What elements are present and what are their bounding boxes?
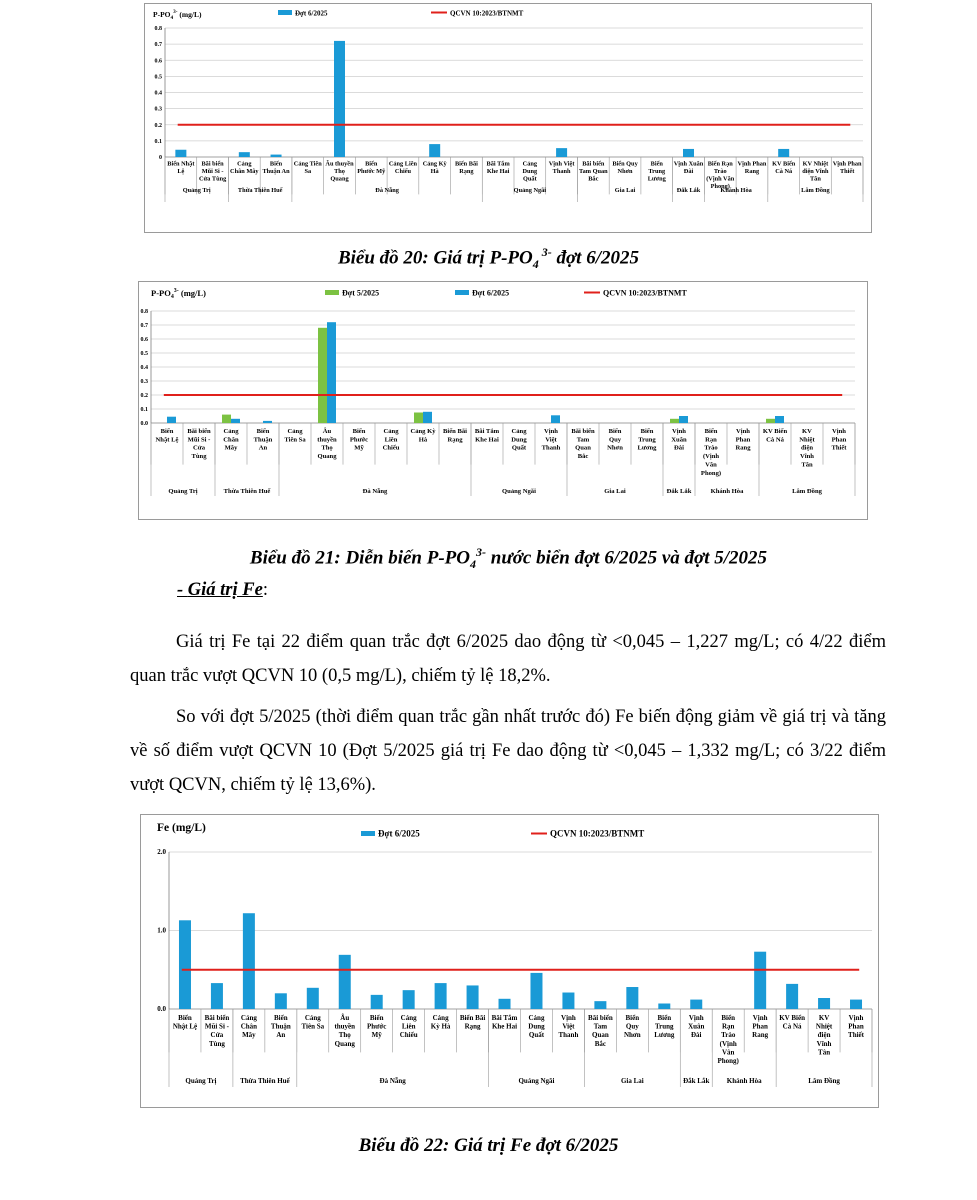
y-tick-label: 0.7 [154, 42, 162, 49]
bar [403, 990, 415, 1009]
bar [556, 148, 567, 157]
y-tick-label: 0.5 [154, 74, 162, 81]
chart-21-svg [139, 282, 867, 519]
x-tick-label: Vịnh Việt Thanh [548, 160, 575, 175]
bar [371, 995, 383, 1009]
x-tick-label: Cảng Tiên Sa [293, 160, 322, 175]
y-tick-label: 0.1 [154, 138, 162, 145]
y-tick-label: 0.3 [140, 379, 148, 385]
group-label: Gia Lai [604, 488, 626, 495]
bar [658, 1004, 670, 1009]
x-tick-label: Biển Trung Lương [654, 1014, 675, 1040]
x-tick-label: KV Biển Cà Ná [772, 160, 796, 175]
paragraph-fe-comparison: So với đợt 5/2025 (thời điểm quan trắc gần nhất trước đó) Fe biến động giảm về giá trị và tăng về số điểm vượt QCVN 10 (Đợt 5/2025 giá trị Fe dao động từ <0,045 – 1,332 mg/L; có 3/22 điểm vượt QCVN, chiếm tỷ lệ 13,6%). [130, 707, 886, 795]
x-tick-label: Cảng Dung Quất [522, 160, 538, 183]
x-tick-label: Bãi Tắm Khe Hai [474, 427, 500, 444]
caption-chart-22: Biểu đồ 22: Giá trị Fe đợt 6/2025 [358, 1135, 619, 1156]
x-tick-label: Vịnh Việt Thanh [541, 427, 561, 452]
bar [683, 149, 694, 157]
bar [222, 415, 231, 423]
group-label: Lâm Đồng [792, 488, 822, 495]
bar [435, 983, 447, 1009]
bar [467, 985, 479, 1009]
bar [275, 993, 287, 1009]
legend-swatch [361, 831, 375, 836]
x-tick-label: Biển Rạn Trào (Vịnh Vân Phong) [706, 160, 735, 191]
section-heading-fe: - Giá trị Fe: [177, 580, 268, 600]
y-tick-label: 0.4 [140, 365, 148, 371]
bar [339, 955, 351, 1009]
chart-title: Fe (mg/L) [157, 822, 206, 834]
x-tick-label: Bãi Tắm Khe Hai [486, 160, 510, 175]
x-tick-label: Vịnh Xuân Đài [671, 427, 687, 452]
chart-20-ppo4-dot6 [144, 3, 872, 233]
group-label: Quảng Trị [168, 488, 198, 495]
legend-swatch [278, 10, 292, 15]
x-tick-label: Cảng Liên Chiểu [388, 160, 418, 175]
bar [818, 998, 830, 1009]
x-tick-label: Biển Rạn Trào (Vịnh Vân Phong) [700, 427, 722, 477]
x-tick-label: Vịnh Phan Thiết [848, 1014, 864, 1040]
x-tick-label: Biển Thuận An [270, 1014, 291, 1040]
caption-chart-20: Biểu đồ 20: Giá trị $P-PO_4$ $^{3-}$ đợt 6/2025 [337, 245, 639, 272]
bar [307, 988, 319, 1009]
y-tick-label: 0.0 [140, 421, 148, 427]
legend-label: Đợt 6/2025 [378, 828, 420, 839]
x-tick-label: Vịnh Phan Rang [735, 427, 751, 452]
bar [167, 417, 176, 423]
bar [414, 413, 423, 424]
x-tick-label: Bãi biển Tam Quan Bắc [578, 160, 608, 183]
y-tick-label: 2.0 [157, 848, 166, 856]
x-tick-label: Biển Bãi Rạng [454, 160, 478, 175]
y-tick-label: 0.2 [154, 122, 162, 129]
x-tick-label: Biển Thuận An [262, 160, 290, 175]
bar [179, 920, 191, 1009]
bar [271, 155, 282, 157]
bar [231, 419, 240, 423]
group-label: Quảng Trị [182, 187, 211, 194]
x-tick-label: Bãi Tắm Khe Hai [491, 1014, 518, 1031]
x-tick-label: Vịnh Phan Thiết [831, 427, 847, 452]
x-tick-label: KV Biển Cà Ná [779, 1014, 805, 1031]
group-label: Quảng Trị [185, 1077, 217, 1085]
group-label: Gia Lai [620, 1077, 644, 1085]
x-tick-label: Biển Phước Mỹ [349, 427, 369, 452]
y-tick-label: 0.0 [157, 1005, 166, 1013]
x-tick-label: Cảng Kỳ Hà [422, 160, 447, 175]
group-label: Đắk Lắk [683, 1077, 710, 1085]
bar [778, 149, 789, 157]
x-tick-label: Vịnh Xuân Đài [673, 160, 704, 175]
bar [243, 913, 255, 1009]
x-tick-label: Vịnh Phan Thiết [832, 160, 862, 175]
x-tick-label: Âu thuyền Thọ Quang [317, 427, 337, 461]
bar [679, 416, 688, 423]
x-tick-label: Bãi biển Mũi Si -Cửa Tùng [187, 427, 211, 461]
group-label: Lâm Đồng [801, 187, 830, 194]
bar [530, 973, 542, 1009]
legend-label: Đợt 6/2025 [472, 288, 510, 298]
x-tick-label: Biển Quy Nhơn [623, 1014, 641, 1040]
group-label: Đắk Lắk [666, 488, 692, 495]
x-tick-label: Cảng Tiên Sa [301, 1014, 325, 1031]
x-tick-label: Biển Nhật Lệ [172, 1014, 198, 1031]
caption-chart-21: Biểu đồ 21: Diễn biến $P-PO_4^{3-}$ nước biển đợt 6/2025 và đợt 5/2025 [249, 545, 768, 572]
legend-swatch [325, 290, 339, 295]
legend-label: Đợt 6/2025 [295, 9, 328, 18]
x-tick-label: Vịnh Xuân Đài [688, 1014, 705, 1040]
group-label: Gia Lai [614, 187, 636, 194]
paragraph-fe-values: Giá trị Fe tại 22 điểm quan trắc đợt 6/2025 dao động từ <0,045 – 1,227 mg/L; có 4/22 điểm quan trắc vượt QCVN 10 (0,5 mg/L), chiếm tỷ lệ 18,2%. [130, 632, 886, 686]
chart-20-svg [145, 4, 871, 232]
group-label: Thừa Thiên Huế [237, 187, 283, 194]
bar [786, 984, 798, 1009]
x-tick-label: Biển Bãi Rạng [443, 427, 467, 444]
y-tick-label: 0.2 [140, 393, 148, 399]
chart-title: $P-PO_4^{3-}$ (mg/L) [153, 9, 202, 21]
x-tick-label: KV Nhiệt điện Vĩnh Tân [799, 427, 815, 469]
bar [766, 419, 775, 423]
x-tick-label: Cảng Liên Chiểu [382, 427, 400, 452]
group-label: Lâm Đồng [808, 1077, 840, 1085]
y-tick-label: 0.8 [140, 309, 148, 315]
x-tick-label: Âu thuyền Thọ Quang [334, 1014, 356, 1048]
group-label: Quảng Ngãi [518, 1077, 555, 1085]
x-tick-label: Cảng Tiên Sa [284, 427, 306, 444]
bar [775, 416, 784, 423]
group-label: Đà Nẵng [379, 1077, 406, 1085]
bar [423, 412, 432, 423]
chart-22-svg [141, 815, 878, 1107]
x-tick-label: Biển Phước Mỹ [357, 160, 386, 175]
x-tick-label: Biển Rạn Trào (Vịnh Vân Phong) [717, 1014, 739, 1066]
group-label: Khánh Hòa [726, 1077, 762, 1085]
y-tick-label: 0.6 [154, 58, 162, 65]
x-tick-label: Cảng Dung Quất [528, 1014, 545, 1040]
x-tick-label: Cảng Chân Mây [223, 427, 239, 452]
group-label: Quảng Ngãi [513, 187, 547, 194]
y-tick-label: 0.3 [154, 106, 162, 113]
bar [626, 987, 638, 1009]
y-tick-label: 0.1 [140, 407, 148, 413]
x-tick-label: Biển Trung Lương [647, 160, 666, 183]
x-tick-label: Bãi biển Tam Quan Bắc [571, 427, 595, 461]
x-tick-label: Biển Nhật Lệ [167, 160, 195, 175]
bar [327, 322, 336, 423]
legend-swatch [455, 290, 469, 295]
y-tick-label: 0.4 [154, 90, 162, 97]
x-tick-label: Cảng Chân Mây [240, 1014, 258, 1040]
x-tick-label: KV Nhiệt điện Vĩnh Tân [815, 1014, 833, 1057]
x-tick-label: Biển Thuận An [253, 427, 273, 452]
bar [239, 152, 250, 157]
bar [263, 421, 272, 423]
bar [850, 1000, 862, 1009]
y-tick-label: 0.8 [154, 26, 162, 32]
x-tick-label: Âu thuyền Thọ Quang [325, 160, 354, 183]
bar [318, 328, 327, 423]
group-label: Đà Nẵng [362, 488, 388, 495]
group-label: Đắk Lắk [676, 187, 701, 194]
x-tick-label: Bãi biển Tam Quan Bắc [588, 1014, 613, 1048]
x-tick-label: Biển Nhật Lệ [155, 427, 179, 444]
x-tick-label: Vịnh Việt Thanh [558, 1014, 579, 1040]
bar [690, 1000, 702, 1009]
group-label: Khánh Hòa [710, 488, 744, 495]
x-tick-label: Biển Trung Lương [637, 427, 657, 452]
x-tick-label: Cảng Kỳ Hà [430, 1014, 451, 1031]
y-tick-label: 0.6 [140, 337, 148, 343]
legend-qcvn-label: QCVN 10:2023/BTNMT [603, 288, 687, 298]
x-tick-label: Cảng Dung Quất [511, 427, 527, 452]
bar [670, 419, 679, 423]
bar [754, 952, 766, 1009]
x-tick-label: Vịnh Phan Rang [752, 1014, 769, 1040]
bar [429, 144, 440, 157]
group-label: Quảng Ngãi [502, 488, 536, 495]
x-tick-label: Vịnh Phan Rang [737, 160, 767, 175]
group-label: Thừa Thiên Huế [223, 488, 271, 495]
group-label: Thừa Thiên Huế [240, 1077, 290, 1085]
x-tick-label: Biển Quy Nhơn [612, 160, 638, 175]
chart-title: $P-PO_4^{3-}$ (mg/L) [151, 288, 206, 300]
bar [551, 415, 560, 423]
y-tick-label: 0.5 [140, 351, 148, 357]
x-tick-label: Biển Phước Mỹ [367, 1014, 387, 1040]
y-tick-label: 1.0 [157, 926, 166, 935]
bar [594, 1001, 606, 1009]
x-tick-label: KV Biển Cà Ná [762, 427, 788, 444]
y-tick-label: 0.7 [140, 323, 148, 329]
bar [499, 999, 511, 1009]
bar [562, 993, 574, 1009]
legend-qcvn-label: QCVN 10:2023/BTNMT [550, 828, 645, 839]
y-tick-label: 0 [159, 155, 162, 161]
chart-21-ppo4-compare [138, 281, 868, 520]
bar [211, 983, 223, 1009]
chart-22-fe-dot6 [140, 814, 879, 1108]
x-tick-label: Cảng Chân Mây [230, 160, 259, 175]
x-tick-label: Bãi biển Mũi Si -Cửa Tùng [204, 1014, 230, 1048]
x-tick-label: Biển Bãi Rạng [459, 1014, 486, 1031]
bar [334, 41, 345, 157]
x-tick-label: Cảng Kỳ Hà [410, 427, 436, 444]
x-tick-label: Biển Quy Nhơn [607, 427, 623, 452]
x-tick-label: KV Nhiệt điện Vĩnh Tân [802, 160, 829, 183]
x-tick-label: Cảng Liên Chiểu [399, 1014, 418, 1040]
legend-qcvn-label: QCVN 10:2023/BTNMT [450, 9, 524, 18]
legend-label: Đợt 5/2025 [342, 288, 380, 298]
bar [175, 150, 186, 157]
group-label: Đà Nẵng [375, 187, 399, 194]
group-label: Khánh Hòa [720, 187, 752, 194]
x-tick-label: Bãi biển Mũi Si -Cửa Tùng [198, 160, 227, 183]
